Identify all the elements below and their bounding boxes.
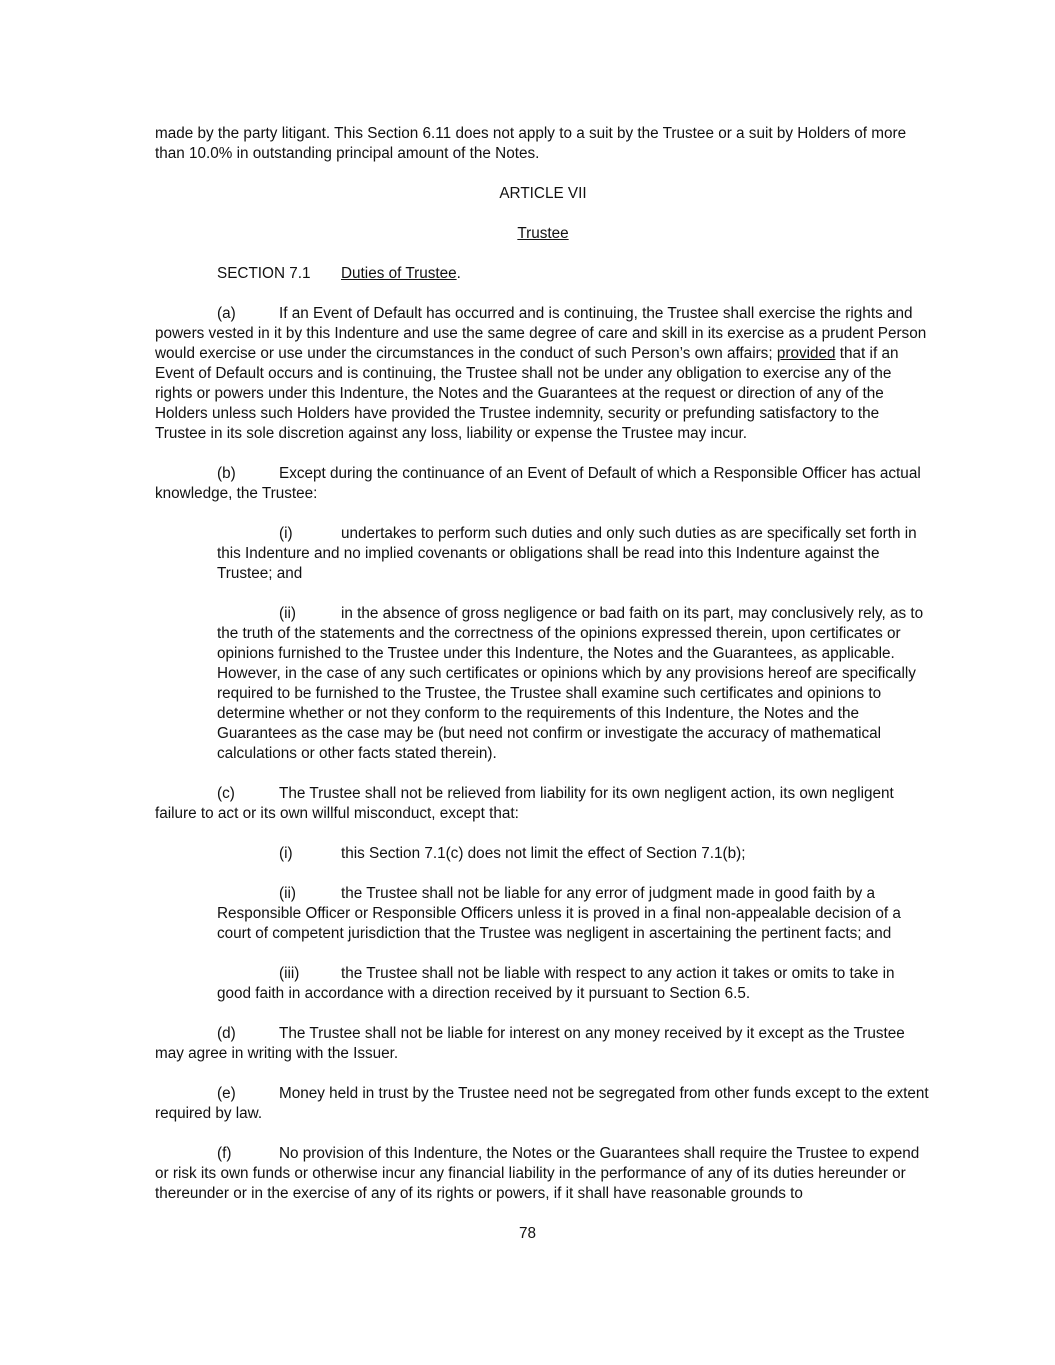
article-heading: ARTICLE VII: [499, 185, 587, 202]
paragraph-c-item-i-text: this Section 7.1(c) does not limit the effect of Section 7.1(b);: [341, 845, 746, 862]
section-heading: [155, 264, 931, 284]
paragraph-a-label: (a): [217, 305, 236, 322]
paragraph-c-item-iii-text: the Trustee shall not be liable with respect to any action it takes or omits to take in good faith in accordance with a direction received by it pursuant to Section 6.5.: [217, 965, 895, 1002]
paragraph-e: [155, 1084, 931, 1124]
paragraph-b-item-ii-label: (ii): [279, 605, 296, 622]
paragraph-c: [155, 784, 931, 824]
paragraph-c-item-ii-label: (ii): [279, 885, 296, 902]
paragraph-c-label: (c): [217, 785, 235, 802]
paragraph-b: [155, 464, 931, 504]
paragraph-b-label: (b): [217, 465, 236, 482]
intro-paragraph: made by the party litigant. This Section 6.11 does not apply to a suit by the Trustee or a suit by Holders of more than 10.0% in outstanding principal amount of the Notes.: [155, 125, 907, 162]
document-page: [155, 124, 931, 1224]
paragraph-d-text: The Trustee shall not be liable for interest on any money received by it except as the Trustee may agree in writing with the Issuer.: [155, 1025, 905, 1062]
paragraph-b-item-ii: [217, 604, 931, 764]
paragraph-f-text: No provision of this Indenture, the Notes or the Guarantees shall require the Trustee to expend or risk its own funds or otherwise incur any financial liability in the performance of any of its duties hereunder or thereunder or in the exercise of any of its rights or powers, if it shall have reasonable grounds to: [155, 1145, 920, 1202]
paragraph-b-item-i-text: undertakes to perform such duties and only such duties as are specifically set forth in this Indenture and no implied covenants or obligations shall be read into this Indenture against the Trustee; and: [217, 525, 917, 582]
paragraph-c-item-ii: [217, 884, 931, 944]
paragraph-c-item-iii: [217, 964, 931, 1004]
article-title-text: Trustee: [517, 225, 569, 242]
paragraph-a-text-after: that if an Event of Default occurs and is continuing, the Trustee shall not be under any obligation to exercise any of the rights or powers under this Indenture, the Notes and the Guarantees at the request or direction of any of the Holders unless such Holders have provided the Trustee indemnity, security or prefunding satisfactory to the Trustee in its sole discretion against any loss, liability or expense the Trustee may incur.: [155, 345, 899, 442]
section-title: Duties of Trustee: [341, 265, 457, 282]
paragraph-b-item-i: [217, 524, 931, 584]
paragraph-e-label: (e): [217, 1085, 236, 1102]
section-number: SECTION 7.1: [217, 265, 311, 282]
paragraph-b-text: Except during the continuance of an Event of Default of which a Responsible Officer has actual knowledge, the Trustee:: [155, 465, 921, 502]
paragraph-d-label: (d): [217, 1025, 236, 1042]
paragraph-c-item-i: [217, 844, 931, 864]
article-title: [155, 224, 931, 244]
paragraph-a-text-before: If an Event of Default has occurred and is continuing, the Trustee shall exercise the rights and powers vested in it by this Indenture and use the same degree of care and skill in its exercise as a prudent Person would exercise or use under the circumstances in the conduct of such Person’s own affairs;: [155, 305, 927, 362]
paragraph-a: [155, 304, 931, 444]
paragraph-f: [155, 1144, 931, 1204]
paragraph-c-item-i-label: (i): [279, 845, 293, 862]
provided-term: provided: [776, 345, 836, 362]
paragraph-b-item-i-label: (i): [279, 525, 293, 542]
paragraph-f-label: (f): [217, 1145, 232, 1162]
paragraph-c-item-iii-label: (iii): [279, 965, 300, 982]
paragraph-e-text: Money held in trust by the Trustee need not be segregated from other funds except to the extent required by law.: [155, 1085, 929, 1122]
paragraph-d: [155, 1024, 931, 1064]
paragraph-b-item-ii-text: in the absence of gross negligence or bad faith on its part, may conclusively rely, as to the truth of the statements and the correctness of the opinions expressed therein, upon certificates or opinions furnished to the Trustee under this Indenture, the Notes and the Guarantees, as applicable. However, in the case of any such certificates or opinions which by any provisions hereof are specifically required to be furnished to the Trustee, the Trustee shall examine such certificates and opinions to determine whether or not they conform to the requirements of this Indenture, the Notes and the Guarantees as the case may be (but need not confirm or investigate the accuracy of mathematical calculations or other facts stated therein).: [217, 605, 924, 762]
page-number: 78: [518, 1225, 536, 1242]
paragraph-c-text: The Trustee shall not be relieved from liability for its own negligent action, its own negligent failure to act or its own willful misconduct, except that:: [155, 785, 894, 822]
section-title-period: .: [456, 265, 461, 282]
paragraph-c-item-ii-text: the Trustee shall not be liable for any error of judgment made in good faith by a Responsible Officer or Responsible Officers unless it is proved in a final non-appealable decision of a court of competent jurisdiction that the Trustee was negligent in ascertaining the pertinent facts; and: [217, 885, 901, 942]
